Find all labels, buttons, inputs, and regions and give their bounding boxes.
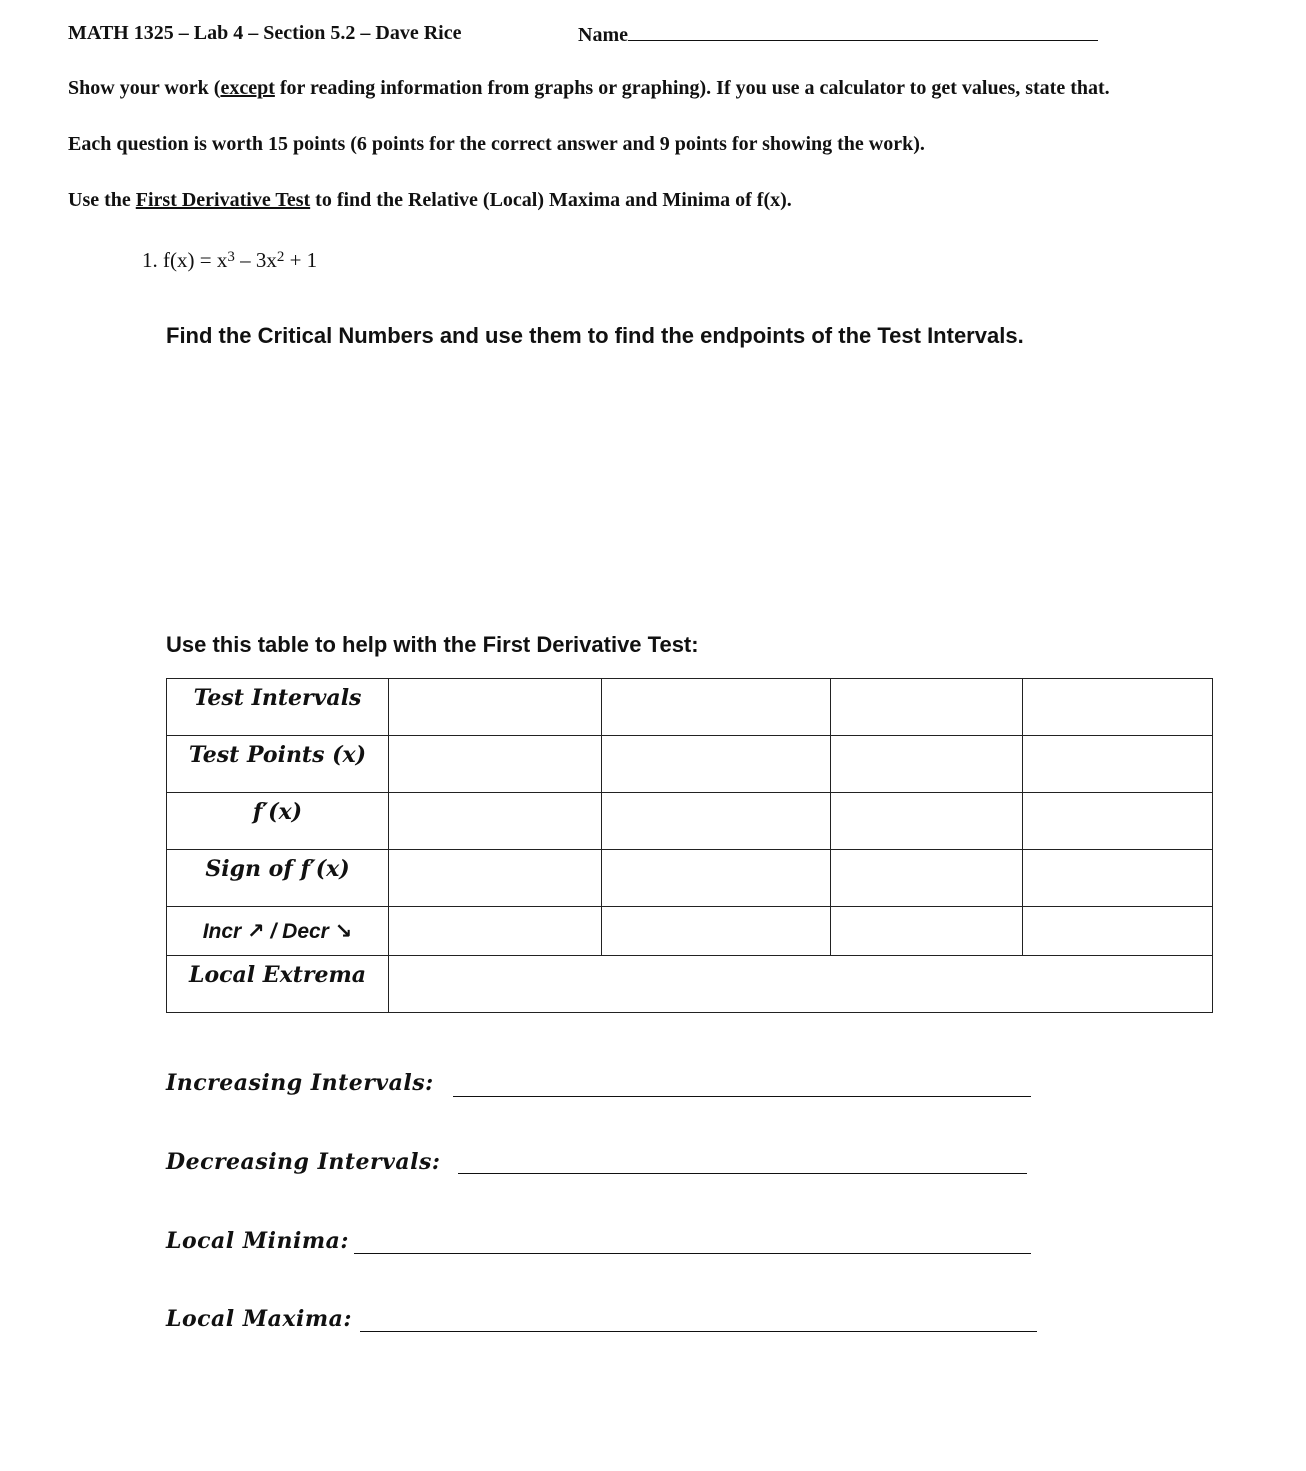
- table-row: [167, 907, 1213, 956]
- local-minima-field[interactable]: [166, 1228, 1036, 1258]
- name-label: Name: [578, 24, 628, 46]
- problem-expression: f(x) = x: [163, 248, 228, 272]
- table-row: [167, 850, 1213, 907]
- course-title-text: MATH 1325 – Lab 4 – Section 5.2 – Dave Rice: [68, 22, 462, 44]
- critical-numbers-prompt: [166, 323, 1024, 349]
- row-label-incr-decr: Incr ↗ / Decr ↘: [167, 907, 389, 956]
- table-cell[interactable]: [1023, 793, 1213, 850]
- table-row: [167, 793, 1213, 850]
- table-cell[interactable]: [831, 793, 1023, 850]
- table-row: [167, 679, 1213, 736]
- prompt-text: Use this table to help with the First Derivative Test:: [166, 632, 699, 657]
- table-cell[interactable]: [831, 736, 1023, 793]
- table-cell[interactable]: [389, 907, 602, 956]
- course-title: [68, 22, 462, 45]
- name-input-line[interactable]: [628, 22, 1098, 41]
- problem-expression: – 3x: [234, 248, 277, 272]
- instruction-text: Each question is worth 15 points (6 points for the correct answer and 9 points for showing the work).: [68, 133, 925, 155]
- decreasing-intervals-field[interactable]: [166, 1149, 1036, 1179]
- row-label-test-intervals: Test Intervals: [167, 679, 389, 736]
- table-cell[interactable]: [602, 736, 831, 793]
- table-cell[interactable]: [1023, 850, 1213, 907]
- table-cell[interactable]: [831, 907, 1023, 956]
- row-label-local-extrema: Local Extrema: [167, 956, 389, 1013]
- local-maxima-field[interactable]: [166, 1306, 1046, 1336]
- first-derivative-test-table: [166, 678, 1213, 1013]
- row-label-test-points: Test Points (x): [167, 736, 389, 793]
- table-cell[interactable]: [1023, 907, 1213, 956]
- instruction-fdt: [68, 189, 792, 212]
- prompt-text: Find the Critical Numbers and use them to find the endpoints of the Test Intervals.: [166, 323, 1024, 348]
- instruction-text: for reading information from graphs or graphing). If you use a calculator to get values, state that.: [274, 77, 1110, 99]
- table-cell[interactable]: [831, 679, 1023, 736]
- exponent: 3: [227, 249, 235, 265]
- row-label-sign: Sign of f′(x): [167, 850, 389, 907]
- table-cell[interactable]: [602, 793, 831, 850]
- exponent: 2: [276, 249, 285, 265]
- table-cell-wide[interactable]: [389, 956, 1213, 1013]
- increasing-intervals-field[interactable]: [166, 1070, 1036, 1100]
- answer-line[interactable]: [453, 1096, 1031, 1097]
- table-cell[interactable]: [389, 793, 602, 850]
- instruction-text: to find the Relative (Local) Maxima and Minima of f(x).: [310, 189, 792, 211]
- table-row: [167, 736, 1213, 793]
- table-cell[interactable]: [1023, 736, 1213, 793]
- table-cell[interactable]: [602, 850, 831, 907]
- answer-line[interactable]: [354, 1253, 1031, 1254]
- table-cell[interactable]: [1023, 679, 1213, 736]
- instruction-emphasis: except: [220, 77, 275, 99]
- table-cell[interactable]: [831, 850, 1023, 907]
- instruction-show-work: [68, 77, 1110, 100]
- instruction-text: Show your work (: [68, 77, 221, 99]
- problem-1: [142, 248, 317, 273]
- table-cell[interactable]: [389, 679, 602, 736]
- answer-label: Decreasing Intervals:: [166, 1149, 441, 1175]
- table-cell[interactable]: [602, 907, 831, 956]
- table-row: [167, 956, 1213, 1013]
- row-label-derivative: f′(x): [167, 793, 389, 850]
- name-field[interactable]: [578, 22, 1098, 47]
- answer-label: Increasing Intervals:: [166, 1070, 434, 1096]
- answer-label: Local Minima:: [166, 1228, 350, 1254]
- instruction-emphasis: First Derivative Test: [135, 189, 311, 211]
- instruction-points: [68, 133, 925, 156]
- table-cell[interactable]: [389, 850, 602, 907]
- answer-label: Local Maxima:: [166, 1306, 353, 1332]
- answer-line[interactable]: [360, 1331, 1037, 1332]
- instruction-text: Use the: [68, 189, 136, 211]
- table-cell[interactable]: [602, 679, 831, 736]
- problem-expression: + 1: [284, 248, 318, 272]
- table-cell[interactable]: [389, 736, 602, 793]
- table-prompt: [166, 632, 699, 658]
- answer-line[interactable]: [458, 1173, 1027, 1174]
- problem-number: 1.: [142, 248, 158, 272]
